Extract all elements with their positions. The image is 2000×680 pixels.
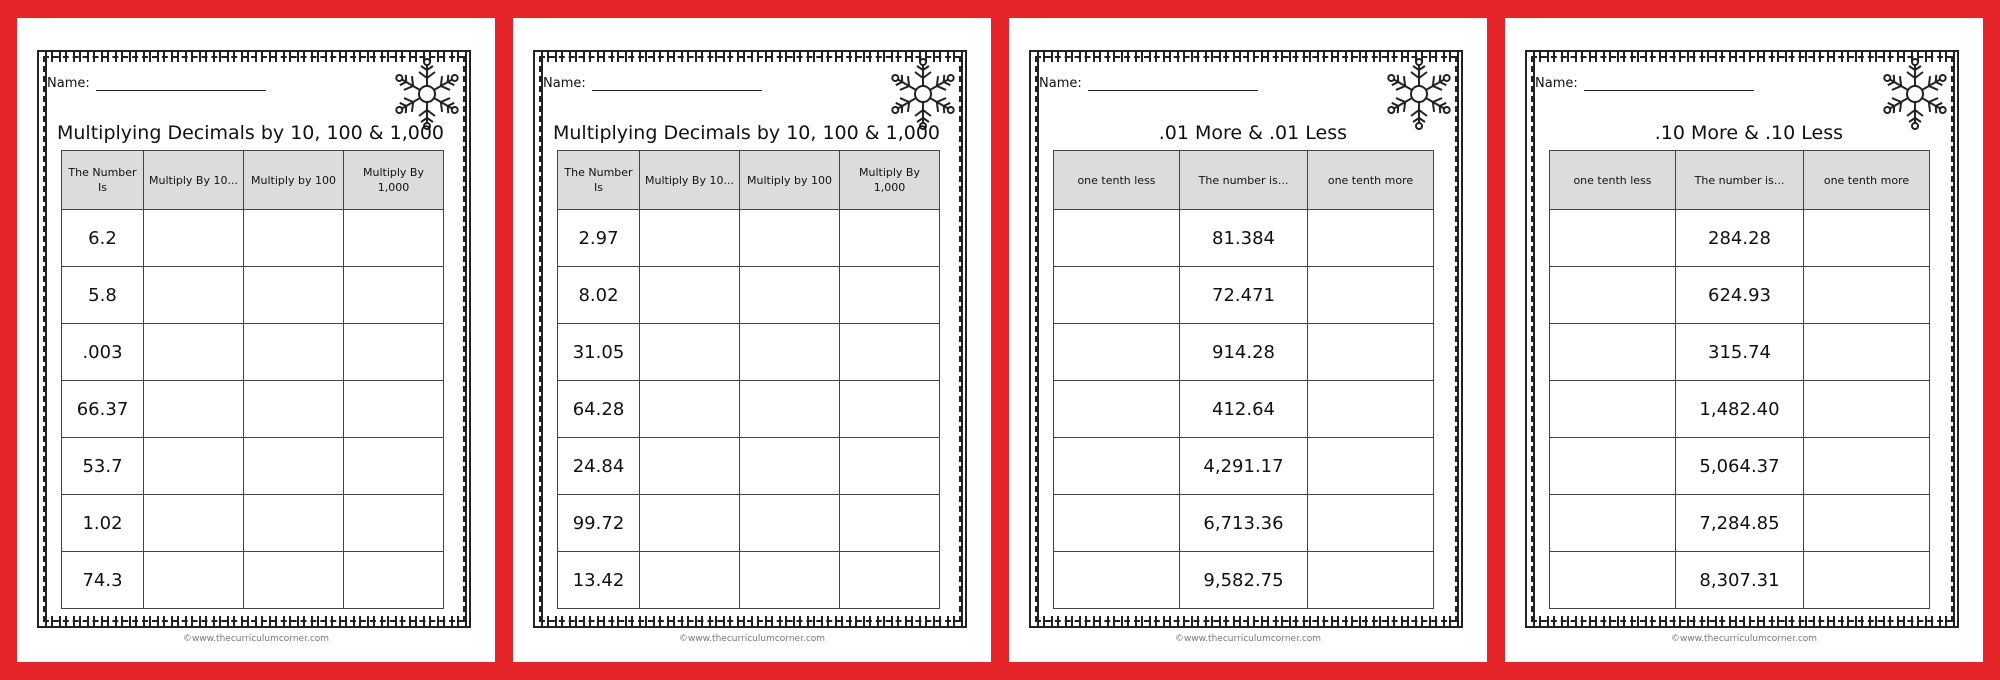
answer-cell xyxy=(740,552,840,609)
number-cell: 624.93 xyxy=(1676,267,1804,324)
number-cell: 8,307.31 xyxy=(1676,552,1804,609)
number-cell: 5,064.37 xyxy=(1676,438,1804,495)
table-row xyxy=(62,324,444,381)
number-cell: 66.37 xyxy=(62,381,144,438)
column-header: The number is... xyxy=(1180,151,1308,210)
answer-cell xyxy=(740,267,840,324)
table-row xyxy=(62,381,444,438)
number-cell: 6,713.36 xyxy=(1180,495,1308,552)
answer-cell xyxy=(244,438,344,495)
number-cell: 13.42 xyxy=(558,552,640,609)
copyright-footer: ©www.thecurriculumcorner.com xyxy=(1670,634,1818,644)
name-field xyxy=(47,76,266,91)
answer-cell xyxy=(740,381,840,438)
answer-cell xyxy=(1804,324,1930,381)
answer-cell xyxy=(1308,552,1434,609)
number-cell: 31.05 xyxy=(558,324,640,381)
table-row xyxy=(1550,438,1930,495)
table-header-row xyxy=(558,151,940,210)
worksheet-title: Multiplying Decimals by 10, 100 & 1,000 xyxy=(57,122,445,144)
number-cell: 914.28 xyxy=(1180,324,1308,381)
number-cell: 53.7 xyxy=(62,438,144,495)
answer-table xyxy=(1053,150,1434,609)
worksheet-1 xyxy=(17,18,495,662)
answer-cell xyxy=(1054,267,1180,324)
worksheet-title: .01 More & .01 Less xyxy=(1158,122,1347,144)
column-header: Multiply by 100 xyxy=(244,151,344,210)
table-row xyxy=(1054,552,1434,609)
answer-cell xyxy=(344,210,444,267)
answer-cell xyxy=(1550,324,1676,381)
answer-cell xyxy=(244,210,344,267)
snowflake-icon xyxy=(887,58,959,130)
answer-cell xyxy=(244,495,344,552)
worksheet-4 xyxy=(1505,18,1983,662)
answer-cell xyxy=(840,552,940,609)
table-row xyxy=(558,324,940,381)
name-label: Name: xyxy=(47,76,90,91)
number-cell: 24.84 xyxy=(558,438,640,495)
table-row xyxy=(1054,210,1434,267)
answer-cell xyxy=(144,381,244,438)
answer-cell xyxy=(1054,324,1180,381)
answer-cell xyxy=(1054,381,1180,438)
answer-cell xyxy=(640,552,740,609)
column-header: one tenth less xyxy=(1550,151,1676,210)
answer-cell xyxy=(1804,381,1930,438)
table-row xyxy=(62,438,444,495)
answer-cell xyxy=(840,210,940,267)
answer-cell xyxy=(1054,438,1180,495)
number-cell: .003 xyxy=(62,324,144,381)
answer-cell xyxy=(1550,381,1676,438)
answer-cell xyxy=(1804,210,1930,267)
table-row xyxy=(1054,381,1434,438)
column-header: one tenth more xyxy=(1804,151,1930,210)
answer-cell xyxy=(244,267,344,324)
column-header: Multiply by 100 xyxy=(740,151,840,210)
answer-cell xyxy=(1550,495,1676,552)
table-row xyxy=(1550,552,1930,609)
table-row xyxy=(62,210,444,267)
copyright-footer: ©www.thecurriculumcorner.com xyxy=(182,634,330,644)
column-header: one tenth more xyxy=(1308,151,1434,210)
answer-cell xyxy=(244,324,344,381)
answer-cell xyxy=(640,381,740,438)
answer-cell xyxy=(840,381,940,438)
snowflake-icon xyxy=(1879,58,1951,130)
number-cell: 315.74 xyxy=(1676,324,1804,381)
name-line xyxy=(1088,80,1258,91)
answer-cell xyxy=(740,495,840,552)
answer-cell xyxy=(344,381,444,438)
answer-cell xyxy=(1308,267,1434,324)
table-row xyxy=(1054,438,1434,495)
answer-cell xyxy=(144,210,244,267)
worksheet-2 xyxy=(513,18,991,662)
table-row xyxy=(558,552,940,609)
number-cell: 4,291.17 xyxy=(1180,438,1308,495)
answer-cell xyxy=(1550,267,1676,324)
column-header: Multiply By 1,000 xyxy=(344,151,444,210)
table-row xyxy=(1054,324,1434,381)
number-cell: 99.72 xyxy=(558,495,640,552)
table-row xyxy=(558,210,940,267)
name-label: Name: xyxy=(1535,76,1578,91)
answer-cell xyxy=(344,267,444,324)
name-field xyxy=(543,76,762,91)
number-cell: 8.02 xyxy=(558,267,640,324)
answer-cell xyxy=(1308,324,1434,381)
table-row xyxy=(558,438,940,495)
answer-cell xyxy=(640,267,740,324)
answer-cell xyxy=(1054,495,1180,552)
column-header: one tenth less xyxy=(1054,151,1180,210)
number-cell: 412.64 xyxy=(1180,381,1308,438)
answer-cell xyxy=(1054,210,1180,267)
answer-cell xyxy=(740,210,840,267)
table-row xyxy=(558,495,940,552)
answer-cell xyxy=(640,495,740,552)
number-cell: 7,284.85 xyxy=(1676,495,1804,552)
name-field xyxy=(1535,76,1754,91)
answer-cell xyxy=(1054,552,1180,609)
answer-cell xyxy=(640,324,740,381)
answer-cell xyxy=(1804,438,1930,495)
table-row xyxy=(1054,495,1434,552)
table-row xyxy=(62,267,444,324)
answer-cell xyxy=(244,381,344,438)
table-header-row xyxy=(1550,151,1930,210)
number-cell: 6.2 xyxy=(62,210,144,267)
column-header: Multiply By 10... xyxy=(640,151,740,210)
answer-cell xyxy=(1308,438,1434,495)
answer-cell xyxy=(740,324,840,381)
table-row xyxy=(558,381,940,438)
answer-cell xyxy=(640,438,740,495)
answer-cell xyxy=(1308,495,1434,552)
table-header-row xyxy=(1054,151,1434,210)
answer-cell xyxy=(344,324,444,381)
answer-cell xyxy=(740,438,840,495)
answer-table xyxy=(1549,150,1930,609)
answer-cell xyxy=(344,495,444,552)
answer-cell xyxy=(1804,495,1930,552)
number-cell: 81.384 xyxy=(1180,210,1308,267)
answer-cell xyxy=(144,495,244,552)
table-row xyxy=(62,552,444,609)
answer-cell xyxy=(144,438,244,495)
table-row xyxy=(558,267,940,324)
name-line xyxy=(592,80,762,91)
table-row xyxy=(1054,267,1434,324)
worksheet-3 xyxy=(1009,18,1487,662)
column-header: The Number Is xyxy=(62,151,144,210)
table-row xyxy=(1550,324,1930,381)
worksheet-title: Multiplying Decimals by 10, 100 & 1,000 xyxy=(553,122,941,144)
column-header: Multiply By 10... xyxy=(144,151,244,210)
table-row xyxy=(1550,267,1930,324)
answer-cell xyxy=(244,552,344,609)
answer-table xyxy=(61,150,444,609)
answer-cell xyxy=(344,552,444,609)
table-row xyxy=(1550,210,1930,267)
snowflake-icon xyxy=(1383,58,1455,130)
column-header: The Number Is xyxy=(558,151,640,210)
name-label: Name: xyxy=(543,76,586,91)
answer-cell xyxy=(1308,381,1434,438)
number-cell: 1.02 xyxy=(62,495,144,552)
snowflake-icon xyxy=(391,58,463,130)
table-row xyxy=(1550,381,1930,438)
name-field xyxy=(1039,76,1258,91)
answer-cell xyxy=(1804,267,1930,324)
answer-cell xyxy=(1308,210,1434,267)
answer-cell xyxy=(144,552,244,609)
column-header: The number is... xyxy=(1676,151,1804,210)
answer-cell xyxy=(640,210,740,267)
name-line xyxy=(1584,80,1754,91)
number-cell: 5.8 xyxy=(62,267,144,324)
number-cell: 64.28 xyxy=(558,381,640,438)
table-row xyxy=(62,495,444,552)
answer-cell xyxy=(840,438,940,495)
answer-cell xyxy=(144,267,244,324)
name-line xyxy=(96,80,266,91)
column-header: Multiply By 1,000 xyxy=(840,151,940,210)
answer-cell xyxy=(840,495,940,552)
number-cell: 72.471 xyxy=(1180,267,1308,324)
answer-cell xyxy=(144,324,244,381)
answer-cell xyxy=(344,438,444,495)
number-cell: 74.3 xyxy=(62,552,144,609)
answer-cell xyxy=(1550,552,1676,609)
answer-cell xyxy=(1550,438,1676,495)
answer-cell xyxy=(1804,552,1930,609)
table-header-row xyxy=(62,151,444,210)
answer-cell xyxy=(840,267,940,324)
number-cell: 9,582.75 xyxy=(1180,552,1308,609)
number-cell: 284.28 xyxy=(1676,210,1804,267)
table-row xyxy=(1550,495,1930,552)
answer-cell xyxy=(840,324,940,381)
worksheet-title: .10 More & .10 Less xyxy=(1654,122,1843,144)
name-label: Name: xyxy=(1039,76,1082,91)
answer-cell xyxy=(1550,210,1676,267)
answer-table xyxy=(557,150,940,609)
number-cell: 2.97 xyxy=(558,210,640,267)
copyright-footer: ©www.thecurriculumcorner.com xyxy=(1174,634,1322,644)
copyright-footer: ©www.thecurriculumcorner.com xyxy=(678,634,826,644)
number-cell: 1,482.40 xyxy=(1676,381,1804,438)
